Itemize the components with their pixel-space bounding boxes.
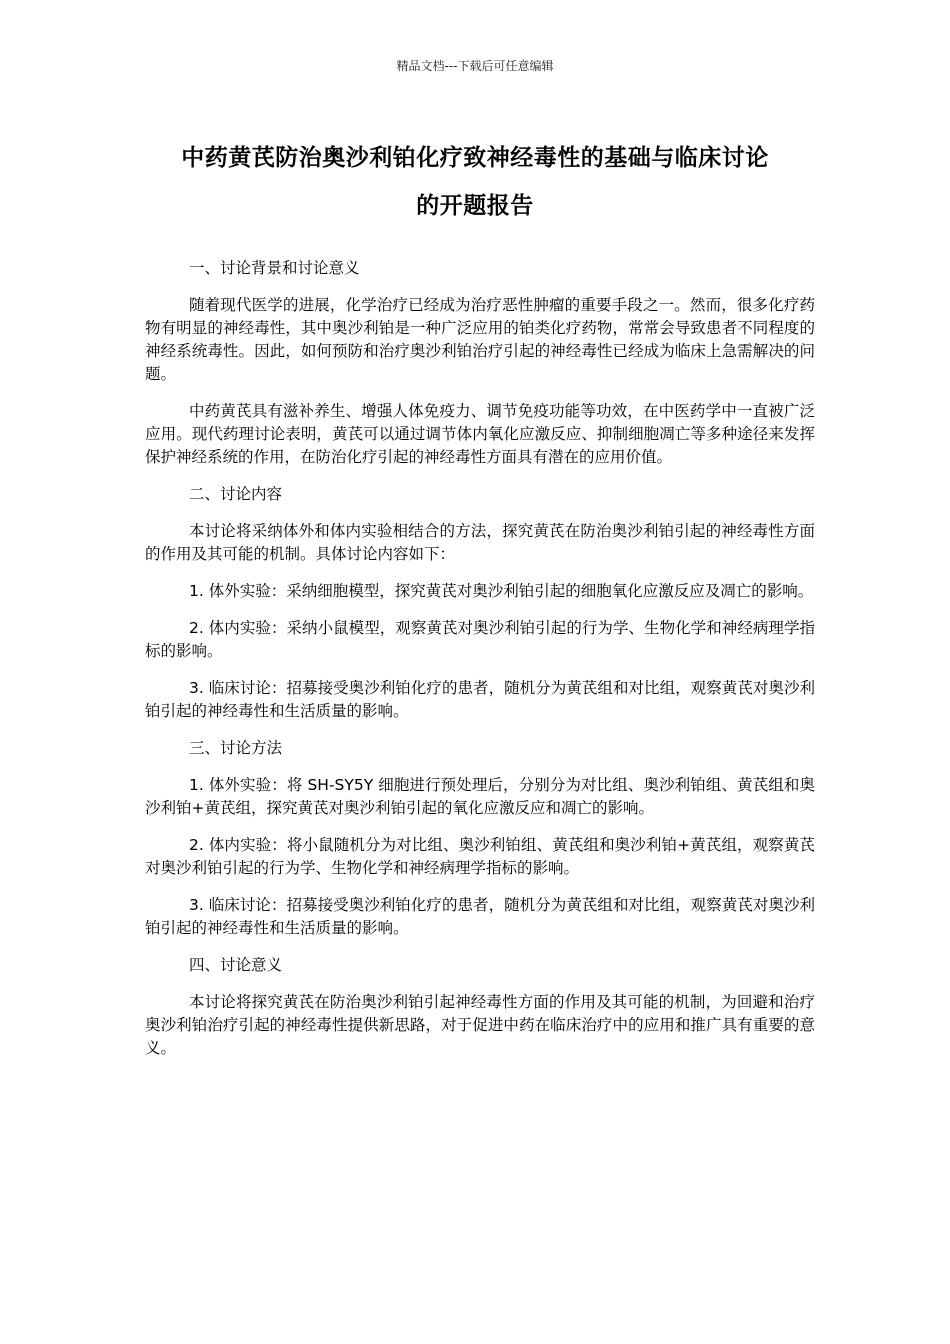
- paragraph: 本讨论将探究黄芪在防治奥沙利铂引起神经毒性方面的作用及其可能的机制，为回避和治疗奥沙利铂治疗引起的神经毒性提供新思路，对于促进中药在临床治疗中的应用和推广具有重要的意义。: [145, 993, 815, 1057]
- section-heading-significance: 四、讨论意义: [189, 956, 283, 974]
- paragraph: 中药黄芪具有滋补养生、增强人体免疫力、调节免疫功能等功效，在中医药学中一直被广泛应用。现代药理讨论表明，黄芪可以通过调节体内氧化应激反应、抑制细胞凋亡等多种途径来发挥保护神经系统的作用，在防治化疗引起的神经毒性方面具有潜在的应用价值。: [145, 402, 815, 466]
- list-item: 2. 体内实验：采纳小鼠模型，观察黄芪对奥沙利铂引起的行为学、生物化学和神经病理学指标的影响。: [145, 619, 815, 660]
- header-note: 精品文档---下载后可任意编辑: [396, 59, 554, 73]
- document-body: [145, 257, 815, 1074]
- list-item: 2. 体内实验：将小鼠随机分为对比组、奥沙利铂组、黄芪组和奥沙利铂+黄芪组，观察黄芪对奥沙利铂引起的行为学、生物化学和神经病理学指标的影响。: [145, 836, 815, 877]
- title-line-2: 的开题报告: [416, 193, 534, 219]
- list-item: 1. 体外实验：将 SH-SY5Y 细胞进行预处理后，分别分为对比组、奥沙利铂组、黄芪组和奥沙利铂+黄芪组，探究黄芪对奥沙利铂引起的氧化应激反应和凋亡的影响。: [145, 776, 815, 817]
- section-heading-background: 一、讨论背景和讨论意义: [189, 259, 360, 277]
- section-heading-content: 二、讨论内容: [189, 485, 283, 503]
- list-item: 3. 临床讨论：招募接受奥沙利铂化疗的患者，随机分为黄芪组和对比组，观察黄芪对奥沙利铂引起的神经毒性和生活质量的影响。: [145, 896, 815, 937]
- paragraph: 随着现代医学的进展，化学治疗已经成为治疗恶性肿瘤的重要手段之一。然而，很多化疗药物有明显的神经毒性，其中奥沙利铂是一种广泛应用的铂类化疗药物，常常会导致患者不同程度的神经系统毒性。因此，如何预防和治疗奥沙利铂治疗引起的神经毒性已经成为临床上急需解决的问题。: [145, 296, 815, 383]
- section-heading-methods: 三、讨论方法: [189, 739, 283, 757]
- document-title: [140, 134, 810, 230]
- title-line-1: 中药黄芪防治奥沙利铂化疗致神经毒性的基础与临床讨论: [181, 145, 769, 171]
- paragraph: 本讨论将采纳体外和体内实验相结合的方法，探究黄芪在防治奥沙利铂引起的神经毒性方面的作用及其可能的机制。具体讨论内容如下：: [145, 522, 815, 563]
- list-item: 3. 临床讨论：招募接受奥沙利铂化疗的患者，随机分为黄芪组和对比组，观察黄芪对奥沙利铂引起的神经毒性和生活质量的影响。: [145, 679, 815, 720]
- list-item: 1. 体外实验：采纳细胞模型，探究黄芪对奥沙利铂引起的细胞氧化应激反应及凋亡的影响。: [189, 582, 814, 600]
